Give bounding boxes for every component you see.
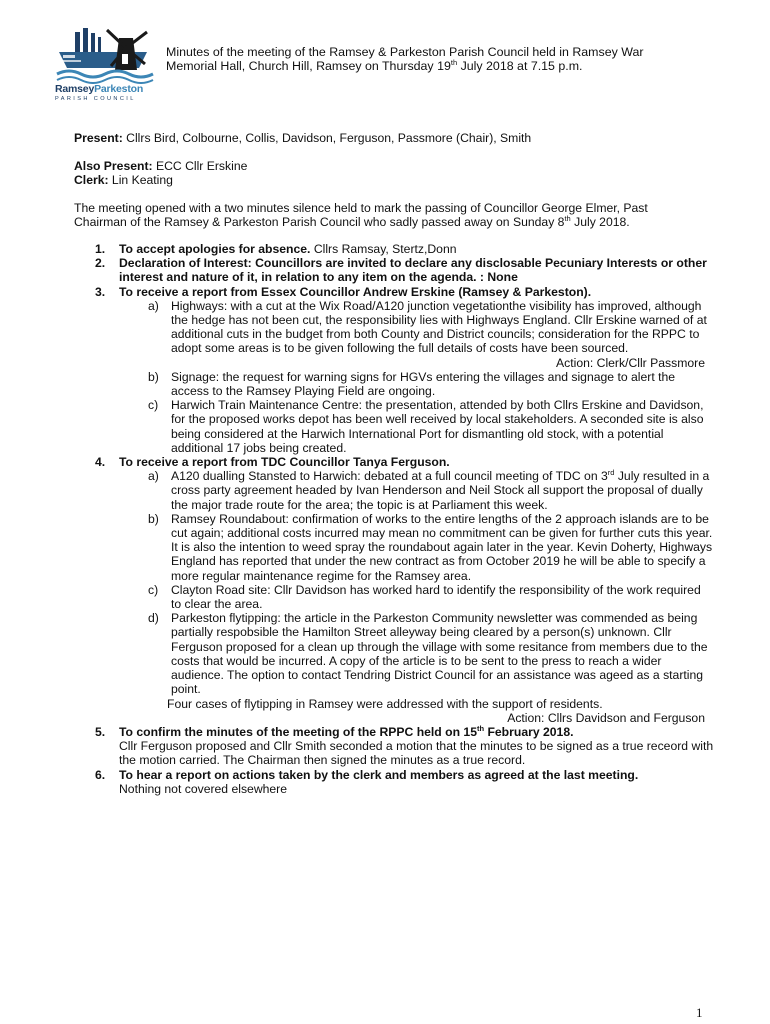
agenda-item: 3. To receive a report from Essex Councillor Andrew Erskine (Ramsey & Parkeston). a) Highways: with a cut at the Wix Road/A120 junction vegetationthe visibility has improved, although the hedge has not been cut, the responsibility lies with Highways England. Cllr Erskine warned of at additional cuts in the budget from both County and District councils; consideration for the RPPC to adopt some areas is to be given following the full details of costs have been sourced. Action: Clerk/Cllr Passmore b) Signage: the request for warning signs for HGVs entering the villages and signage to alert the access to the Ramsey Playing Field are ongoing. c) Harwich Train Maintenance Centre: the presentation, attended by both Cllrs Erskine and Davidson, for the proposed works depot has been well received by local stakeholders. A seconded site is also being considered at the Harwich International Port for dismantling old stock, with a potential additional 17 jobs being created.	[74, 285, 714, 455]
agenda-item: 1. To accept apologies for absence. Cllrs Ramsay, Stertz,Donn	[95, 242, 457, 256]
sub-item: d) Parkeston flytipping: the article in the Parkeston Community newsletter was commended as being partially respobsible the Hamilton Street alleyway being cleared by a person(s) unknown. Cllr Ferguson proposed for a clean up through the village with some resitance from members due to the costs that would be incurred. A copy of the article is to be sent to the press to reach a wider audience. The option to contact Tendring District Council for an assistance was ageed as a starting point.	[148, 611, 708, 697]
sub-item: c) Harwich Train Maintenance Centre: the presentation, attended by both Cllrs Erskine and Davidson, for the proposed works depot has been well received by local stakeholders. A seconded site is also being considered at the Harwich International Port for dismantling old stock, with a potential additional 17 jobs being created.	[148, 398, 704, 455]
ship-and-windmill-icon	[55, 24, 157, 84]
agenda-item: 2. Declaration of Interest: Councillors are invited to declare any disclosable Pecuniary Interests or other interest and nature of it, in relation to any item on the agenda. : None	[95, 256, 707, 285]
present-line: Present: Cllrs Bird, Colbourne, Collis, Davidson, Ferguson, Passmore (Chair), Smith	[74, 131, 532, 145]
sub-item: a) A120 dualling Stansted to Harwich: debated at a full council meeting of TDC on 3rd July resulted in a cross party agreement headed by Ivan Henderson and Neil Stock all support the proposal of dually the major trade route for the area; the topic is at Parliament this week.	[148, 468, 710, 512]
agenda-list	[74, 242, 714, 796]
document-title: Minutes of the meeting of the Ramsey & Parkeston Parish Council held in Ramsey War Memorial Hall, Church Hill, Ramsey on Thursday 19th July 2018 at 7.15 p.m.	[166, 45, 644, 74]
page-number: 1	[696, 1005, 703, 1020]
action-line: Action: Clerk/Cllr Passmore	[556, 355, 705, 370]
sub-item: c) Clayton Road site: Cllr Davidson has worked hard to identify the responsibility of the work required to clear the area.	[148, 582, 701, 612]
sub-item: b) Ramsey Roundabout: confirmation of works to the entire lengths of the 2 approach islands are to be cut again; additional costs incurred may mean no commitment can be given for further cuts this year. It is also the intention to weed spray the roundabout again later in the year. Kevin Doherty, Highways England has reported that under the new contract as from October 2019 he will be able to specify a more regular maintenance regime for the Ramsey area.	[148, 511, 713, 583]
sub-item: a) Highways: with a cut at the Wix Road/A120 junction vegetationthe visibility has improved, although the hedge has not been cut, the responsibility lies with Highways England. Cllr Erskine warned of at additional cuts in the budget from both County and District councils; consideration for the RPPC to adopt some areas is to be given following the full details of costs have been sourced.	[148, 298, 707, 356]
sub-item: b) Signage: the request for warning signs for HGVs entering the villages and signage to alert the access to the Ramsey Playing Field are ongoing.	[148, 369, 676, 399]
agenda-item: 6. To hear a report on actions taken by the clerk and members as agreed at the last meeting. Nothing not covered elsewhere	[95, 767, 639, 796]
opening-paragraph: The meeting opened with a two minutes silence held to mark the passing of Councillor George Elmer, Past Chairman of the Ramsey & Parkeston Parish Council who sadly passed away on Sunday 8th July 2018.	[74, 201, 648, 230]
council-logo	[55, 24, 157, 106]
logo-wordmark: RamseyParkeston	[55, 83, 144, 95]
clerk-line: Clerk: Lin Keating	[74, 173, 173, 187]
agenda-item: 5. To confirm the minutes of the meeting of the RPPC held on 15th February 2018. Cllr Ferguson proposed and Cllr Smith seconded a motion that the minutes to be signed as a true receord with the motion carried. The Chairman then signed the minutes as a true record.	[95, 723, 714, 768]
action-line: Action: Cllrs Davidson and Ferguson	[507, 710, 705, 725]
also-present-line: Also Present: ECC Cllr Erskine	[74, 159, 248, 173]
agenda-item: 4. To receive a report from TDC Councillor Tanya Ferguson. a) A120 dualling Stansted to Harwich: debated at a full council meeting of TDC on 3rd July resulted in a cross party agreement headed by Ivan Henderson and Neil Stock all support the proposal of dually the major trade route for the area; the topic is at Parliament this week. b) Ramsey Roundabout: confirmation of works to the entire lengths of the 2 approach islands are to be cut again; additional costs incurred may mean no commitment can be given for further cuts this year. It is also the intention to weed spray the roundabout again later in the year. Kevin Doherty, Highways England has reported that under the new contract as from October 2019 he will be able to specify a more regular maintenance regime for the Ramsey area. c) Clayton Road site: Cllr Davidson has worked hard to identify the responsibility of the work required to clear the area. d) Parkeston flytipping: the article in the Parkeston Community newsletter was commended as being partially respobsible the Hamilton Street alleyway being cleared by a person(s) unknown. Cllr Ferguson proposed for a clean up through the village with some resitance from members due to the costs that would be incurred. A copy of the article is to be sent to the press to reach a wider audience. The option to contact Tendring District Council for an assistance was ageed as a starting point. Four cases of flytipping in Ramsey were addressed with the support of residents. Action: Cllrs Davidson and Ferguson	[95, 455, 713, 725]
logo-subtitle: PARISH COUNCIL	[55, 96, 136, 102]
note-line: Four cases of flytipping in Ramsey were addressed with the support of residents.	[167, 696, 603, 711]
